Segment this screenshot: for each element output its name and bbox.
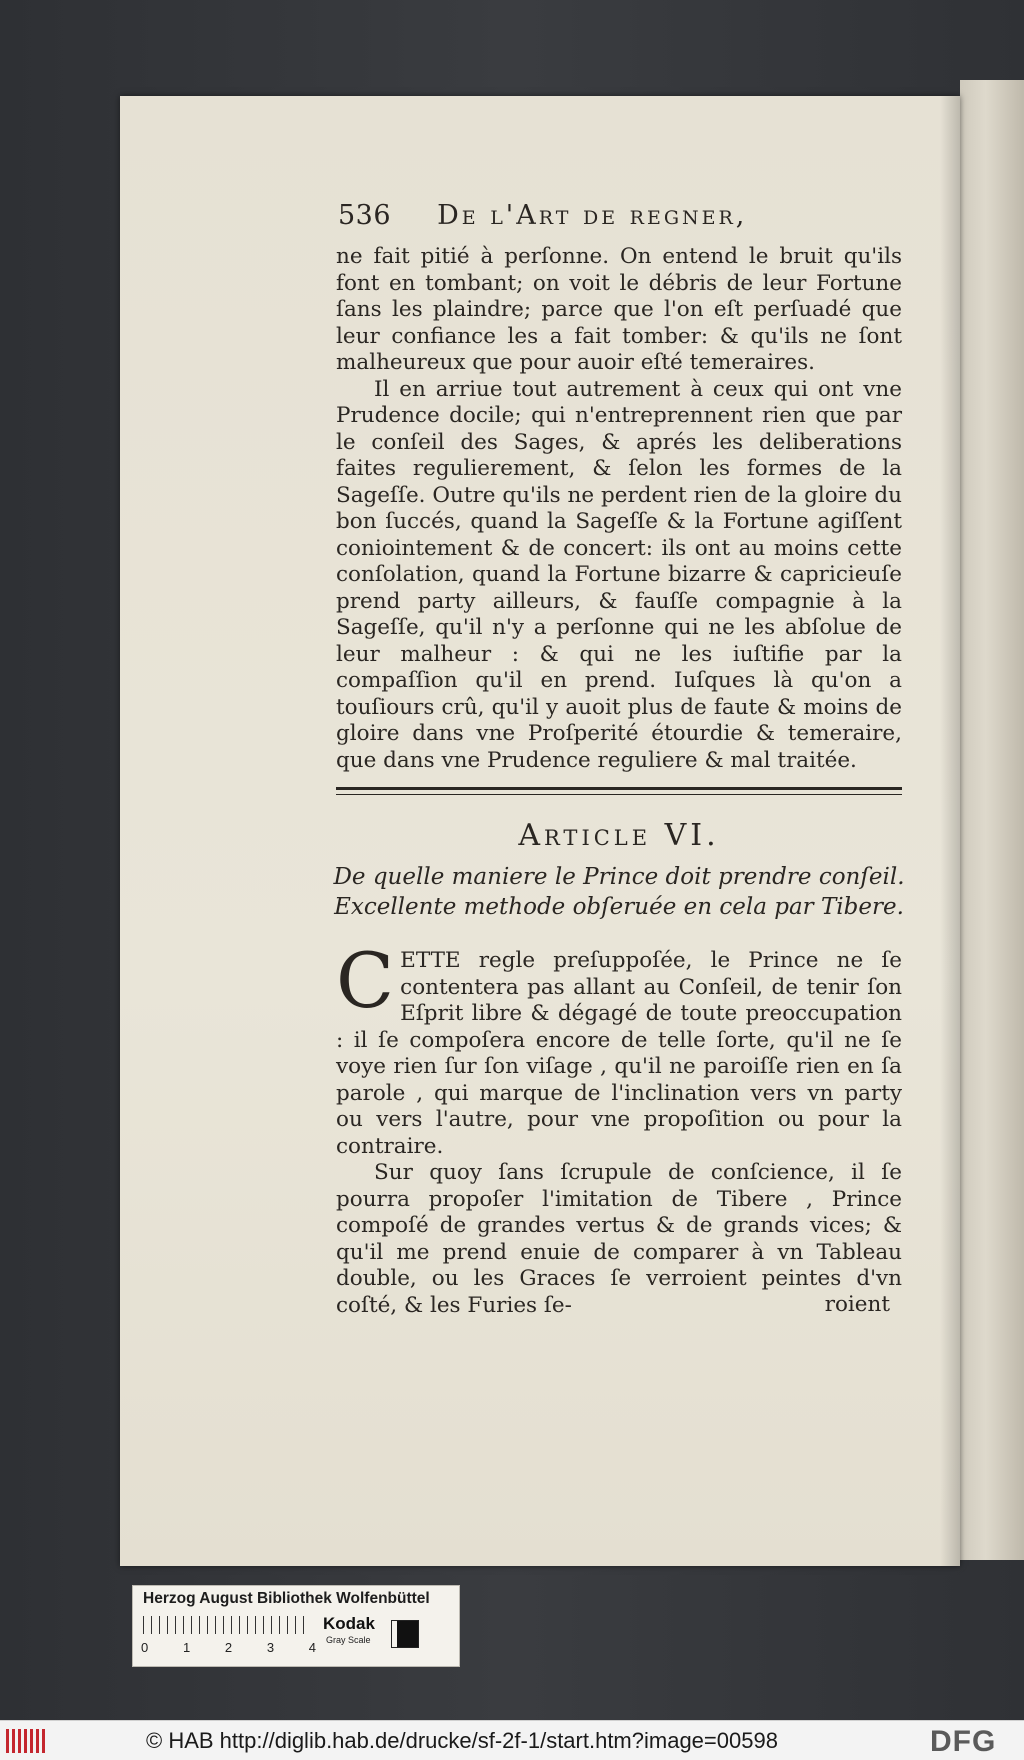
page-gutter-shadow (940, 96, 960, 1566)
facing-page-edge (960, 80, 1024, 1560)
kodak-label: Kodak (323, 1614, 375, 1633)
page-number: 536 (338, 200, 392, 231)
paragraph-3-text: ETTE regle preſuppoſée, le Prince ne ſe contentera pas allant au Conſeil, de tenir ſon Eſprit libre & dégagé de toute preoccupation : il ſe compoſera encore de telle ſorte, qu'il ne ſe voye rien ſur ſon viſage , qu'il ne paroiſſe rien en ſa parole , qui marque de l'inclination vers vn party ou vers l'autre, pour vne propoſition ou pour la contraire. (336, 948, 902, 1159)
article-heading: Article VI. (518, 818, 720, 853)
running-title: De l'Art de regner, (437, 200, 748, 231)
body-text-top (336, 244, 902, 774)
ruler-number: 3 (266, 1640, 275, 1655)
gray-scale-target (132, 1585, 460, 1667)
footer-credit-link[interactable]: © HAB http://diglib.hab.de/drucke/sf-2f-1/start.htm?image=00598 (146, 1728, 778, 1753)
catchword: roient (824, 1292, 890, 1317)
ruler-number: 0 (141, 1640, 149, 1655)
footer-bar (0, 1720, 1024, 1760)
ruler-number: 2 (224, 1640, 233, 1655)
ruler-scale (143, 1616, 308, 1634)
library-label: Herzog August Bibliothek Wolfenbüttel (143, 1590, 430, 1607)
article-subtitle: De quelle maniere le Prince doit prendre conſeil. Excellente methode obſeruée en cela par Tibere. (333, 864, 905, 920)
hab-logo-icon (6, 1729, 46, 1753)
ruler-number: 1 (182, 1640, 191, 1655)
gray-scale-label: Gray Scale (326, 1635, 371, 1645)
drop-capital: C (336, 936, 395, 1025)
running-head (338, 200, 898, 231)
ruler-numbers (141, 1640, 316, 1655)
paragraph-4: Sur quoy ſans ſcrupule de conſcience, il ſe pourra propoſer l'imitation de Tibere , Prince compoſé de grandes vertus & de grands vices; & qu'il me prend enuie de comparer à vn Tableau double, ou les Graces ſe verroient peintes d'vn coſté, & les Furies ſe- (336, 1160, 902, 1318)
section-divider (336, 787, 902, 795)
gray-swatch (391, 1620, 419, 1648)
dfg-logo: DFG (930, 1725, 997, 1758)
ruler-number: 4 (308, 1640, 316, 1655)
body-text-article (336, 936, 902, 1319)
paragraph-2: Il en arriue tout autrement à ceux qui ont vne Prudence docile; qui n'entreprennent rien que par le conſeil des Sages, & aprés les deliberations faites regulierement, & ſelon les formes de la Sageſſe. Outre qu'ils ne perdent rien de la gloire du bon ſuccés, quand la Sageſſe & la Fortune agiſſent coniointement & de concert: ils ont au moins cette conſolation, quand la Fortune bizarre & capricieuſe prend party ailleurs, & fauſſe compagnie à la Sageſſe, qu'il n'y a perſonne qui ne les abſolue de leur malheur : & qui ne les iuſtifie par la compaſſion qu'il en prend. Iuſques là qu'on a touſiours crû, qu'il y auoit plus de faute & moins de gloire dans vne Proſperité étourdie & temeraire, que dans vne Prudence reguliere & mal traitée. (336, 376, 902, 773)
paragraph-1: ne fait pitié à perſonne. On entend le bruit qu'ils font en tombant; on voit le débris de leur Fortune ſans les plaindre; parce que l'on eſt perſuadé que leur confiance les a fait tomber: & qu'ils ne ſont malheureux que pour auoir eſté temeraires. (336, 244, 902, 375)
paragraph-3 (336, 936, 902, 1160)
